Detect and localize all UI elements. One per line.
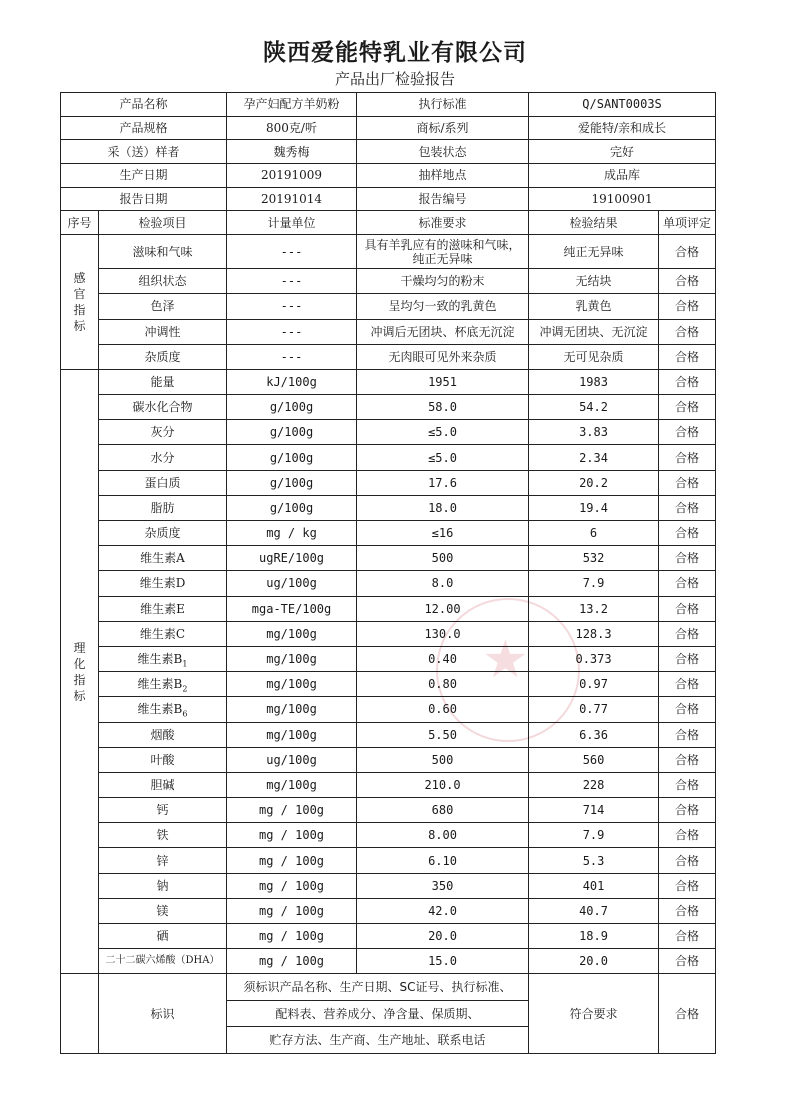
table-row — [61, 722, 716, 747]
item-name: 钠 — [156, 878, 169, 893]
info-value: 孕产妇配方羊奶粉 — [227, 93, 357, 117]
item-cell — [99, 621, 227, 646]
unit-cell: mg / 100g — [227, 949, 357, 974]
item-name: 能量 — [150, 374, 175, 389]
result-cell: 无结块 — [529, 269, 659, 294]
info-value: 20191009 — [227, 164, 357, 188]
item-name: 维生素B — [137, 652, 183, 667]
verdict-cell: 合格 — [659, 848, 716, 873]
item-name: 铁 — [156, 828, 169, 843]
standard-cell: 20.0 — [357, 924, 529, 949]
verdict-cell: 合格 — [659, 294, 716, 319]
item-cell — [99, 395, 227, 420]
unit-cell: --- — [227, 269, 357, 294]
standard-cell: 18.0 — [357, 495, 529, 520]
info-row — [61, 140, 716, 164]
unit-cell: ug/100g — [227, 747, 357, 772]
column-header-unit: 计量单位 — [227, 211, 357, 235]
table-row — [61, 395, 716, 420]
item-cell — [99, 646, 227, 671]
info-value: 20191014 — [227, 187, 357, 211]
item-name: 锌 — [156, 853, 169, 868]
info-row — [61, 187, 716, 211]
standard-cell: 210.0 — [357, 772, 529, 797]
verdict-cell: 合格 — [659, 697, 716, 722]
info-label: 执行标准 — [357, 93, 529, 117]
company-name: 陕西爱能特乳业有限公司 — [263, 40, 527, 66]
table-row — [61, 646, 716, 671]
unit-cell: mg/100g — [227, 621, 357, 646]
info-label: 产品名称 — [61, 93, 227, 117]
unit-cell: mg/100g — [227, 722, 357, 747]
item-cell — [99, 772, 227, 797]
item-name: 烟酸 — [150, 727, 175, 742]
unit-cell: ugRE/100g — [227, 546, 357, 571]
standard-cell: 具有羊乳应有的滋味和气味，纯正无异味 — [357, 235, 529, 269]
unit-cell: g/100g — [227, 470, 357, 495]
result-cell: 560 — [529, 747, 659, 772]
verdict-cell: 合格 — [659, 546, 716, 571]
verdict-cell: 合格 — [659, 395, 716, 420]
item-name: 维生素C — [139, 626, 186, 641]
table-row — [61, 495, 716, 520]
labeling-no-cell — [61, 974, 99, 1054]
table-row — [61, 319, 716, 344]
item-name: 维生素E — [140, 601, 185, 616]
standard-cell: 12.00 — [357, 596, 529, 621]
result-cell: 19.4 — [529, 495, 659, 520]
result-cell: 228 — [529, 772, 659, 797]
item-name: 钙 — [156, 803, 169, 818]
physchem-category — [61, 369, 99, 974]
unit-cell: ug/100g — [227, 571, 357, 596]
item-subscript: 2 — [182, 684, 188, 694]
table-row — [61, 269, 716, 294]
item-name: 水分 — [150, 450, 175, 465]
result-cell: 7.9 — [529, 823, 659, 848]
labeling-requirement-line: 须标识产品名称、生产日期、SC证号、执行标准、 — [227, 974, 529, 1001]
result-cell: 128.3 — [529, 621, 659, 646]
verdict-cell: 合格 — [659, 269, 716, 294]
result-cell: 0.373 — [529, 646, 659, 671]
verdict-cell: 合格 — [659, 495, 716, 520]
unit-cell: mg / 100g — [227, 898, 357, 923]
item-name: 维生素D — [139, 576, 186, 591]
standard-cell: ≤5.0 — [357, 445, 529, 470]
standard-cell: 6.10 — [357, 848, 529, 873]
info-label: 抽样地点 — [357, 164, 529, 188]
info-value: 魏秀梅 — [227, 140, 357, 164]
info-row — [61, 164, 716, 188]
unit-cell: g/100g — [227, 420, 357, 445]
verdict-cell: 合格 — [659, 571, 716, 596]
info-value: 完好 — [529, 140, 716, 164]
unit-cell: kJ/100g — [227, 369, 357, 394]
unit-cell: g/100g — [227, 495, 357, 520]
item-cell — [99, 445, 227, 470]
info-label: 报告日期 — [61, 187, 227, 211]
item-cell — [99, 672, 227, 697]
verdict-cell: 合格 — [659, 596, 716, 621]
verdict-cell: 合格 — [659, 798, 716, 823]
result-cell: 18.9 — [529, 924, 659, 949]
inspection-report-table — [60, 92, 716, 1054]
labeling-result: 符合要求 — [529, 974, 659, 1054]
unit-cell: --- — [227, 294, 357, 319]
unit-cell: mg / 100g — [227, 848, 357, 873]
item-name: 二十二碳六烯酸（DHA） — [105, 955, 220, 967]
table-row — [61, 873, 716, 898]
result-cell: 2.34 — [529, 445, 659, 470]
standard-cell: 350 — [357, 873, 529, 898]
item-name: 杂质度 — [144, 349, 181, 364]
item-cell — [99, 898, 227, 923]
standard-cell: 500 — [357, 747, 529, 772]
result-cell: 532 — [529, 546, 659, 571]
labeling-requirement-line: 配料表、营养成分、净含量、保质期、 — [227, 1000, 529, 1027]
verdict-cell: 合格 — [659, 445, 716, 470]
standard-cell: 0.80 — [357, 672, 529, 697]
standard-cell: 8.00 — [357, 823, 529, 848]
item-subscript: 1 — [182, 659, 188, 669]
standard-cell: 8.0 — [357, 571, 529, 596]
column-header-result: 检验结果 — [529, 211, 659, 235]
column-header-no: 序号 — [61, 211, 99, 235]
item-cell — [99, 546, 227, 571]
table-row — [61, 369, 716, 394]
report-title: 产品出厂检验报告 — [334, 70, 455, 88]
result-cell: 40.7 — [529, 898, 659, 923]
result-cell: 纯正无异味 — [529, 235, 659, 269]
item-name: 蛋白质 — [144, 475, 181, 490]
standard-cell: 680 — [357, 798, 529, 823]
verdict-cell: 合格 — [659, 898, 716, 923]
result-cell: 6.36 — [529, 722, 659, 747]
unit-cell: --- — [227, 235, 357, 269]
unit-cell: mg/100g — [227, 697, 357, 722]
standard-cell: 17.6 — [357, 470, 529, 495]
verdict-cell: 合格 — [659, 672, 716, 697]
item-name: 维生素A — [140, 551, 185, 566]
unit-cell: --- — [227, 344, 357, 369]
labeling-item: 标识 — [99, 974, 227, 1054]
table-row — [61, 521, 716, 546]
verdict-cell: 合格 — [659, 521, 716, 546]
info-value: 爱能特/亲和成长 — [529, 116, 716, 140]
item-cell — [99, 571, 227, 596]
result-cell: 0.77 — [529, 697, 659, 722]
result-cell: 无可见杂质 — [529, 344, 659, 369]
result-cell: 7.9 — [529, 571, 659, 596]
unit-cell: mg / 100g — [227, 823, 357, 848]
item-cell — [99, 697, 227, 722]
standard-cell: 130.0 — [357, 621, 529, 646]
standard-cell: 冲调后无团块、杯底无沉淀 — [357, 319, 529, 344]
result-cell: 714 — [529, 798, 659, 823]
item-cell — [99, 848, 227, 873]
standard-cell: 1951 — [357, 369, 529, 394]
item-name: 滋味和气味 — [132, 244, 193, 259]
result-cell: 乳黄色 — [529, 294, 659, 319]
unit-cell: mg/100g — [227, 772, 357, 797]
unit-cell: --- — [227, 319, 357, 344]
table-row — [61, 445, 716, 470]
item-cell — [99, 873, 227, 898]
column-header-item: 检验项目 — [99, 211, 227, 235]
table-row — [61, 235, 716, 269]
item-name: 杂质度 — [144, 526, 181, 541]
table-row — [61, 596, 716, 621]
item-name: 灰分 — [150, 425, 175, 440]
table-row — [61, 294, 716, 319]
table-row — [61, 798, 716, 823]
item-name: 色泽 — [150, 299, 175, 314]
standard-cell: ≤5.0 — [357, 420, 529, 445]
table-row — [61, 420, 716, 445]
unit-cell: mg / 100g — [227, 924, 357, 949]
item-cell — [99, 269, 227, 294]
standard-cell: 15.0 — [357, 949, 529, 974]
verdict-cell: 合格 — [659, 823, 716, 848]
item-name: 脂肪 — [150, 500, 175, 515]
item-name: 镁 — [156, 903, 169, 918]
info-row — [61, 93, 716, 117]
unit-cell: g/100g — [227, 445, 357, 470]
verdict-cell: 合格 — [659, 420, 716, 445]
item-cell — [99, 344, 227, 369]
item-name: 冲调性 — [144, 324, 181, 339]
table-row — [61, 924, 716, 949]
unit-cell: mga-TE/100g — [227, 596, 357, 621]
item-cell — [99, 596, 227, 621]
verdict-cell: 合格 — [659, 924, 716, 949]
table-row — [61, 848, 716, 873]
standard-cell: 42.0 — [357, 898, 529, 923]
info-value: 800克/听 — [227, 116, 357, 140]
verdict-cell: 合格 — [659, 344, 716, 369]
result-cell: 3.83 — [529, 420, 659, 445]
standard-cell: 0.40 — [357, 646, 529, 671]
column-header-row — [61, 211, 716, 235]
item-cell — [99, 319, 227, 344]
result-cell: 6 — [529, 521, 659, 546]
column-header-standard: 标准要求 — [357, 211, 529, 235]
standard-cell: 呈均匀一致的乳黄色 — [357, 294, 529, 319]
verdict-cell: 合格 — [659, 772, 716, 797]
info-value: 19100901 — [529, 187, 716, 211]
item-name: 碳水化合物 — [132, 400, 193, 415]
result-cell: 冲调无团块、无沉淀 — [529, 319, 659, 344]
table-row — [61, 546, 716, 571]
item-cell — [99, 235, 227, 269]
unit-cell: g/100g — [227, 395, 357, 420]
item-name: 维生素B — [137, 702, 183, 717]
result-cell: 20.0 — [529, 949, 659, 974]
table-row — [61, 747, 716, 772]
item-cell — [99, 747, 227, 772]
verdict-cell: 合格 — [659, 235, 716, 269]
item-subscript: 6 — [182, 709, 188, 719]
result-cell: 5.3 — [529, 848, 659, 873]
table-row — [61, 898, 716, 923]
info-label: 产品规格 — [61, 116, 227, 140]
result-cell: 1983 — [529, 369, 659, 394]
standard-cell: 58.0 — [357, 395, 529, 420]
item-name: 硒 — [156, 929, 169, 944]
table-row — [61, 344, 716, 369]
info-label: 采（送）样者 — [61, 140, 227, 164]
unit-cell: mg/100g — [227, 646, 357, 671]
item-cell — [99, 420, 227, 445]
info-label: 报告编号 — [357, 187, 529, 211]
item-cell — [99, 924, 227, 949]
info-label: 生产日期 — [61, 164, 227, 188]
result-cell: 0.97 — [529, 672, 659, 697]
unit-cell: mg / kg — [227, 521, 357, 546]
item-cell — [99, 949, 227, 974]
verdict-cell: 合格 — [659, 470, 716, 495]
item-cell — [99, 495, 227, 520]
result-cell: 401 — [529, 873, 659, 898]
column-header-verdict: 单项评定 — [659, 211, 716, 235]
table-row — [61, 571, 716, 596]
info-label: 商标/系列 — [357, 116, 529, 140]
verdict-cell: 合格 — [659, 949, 716, 974]
table-row — [61, 470, 716, 495]
item-cell — [99, 294, 227, 319]
labeling-row — [61, 974, 716, 1001]
verdict-cell: 合格 — [659, 621, 716, 646]
standard-cell: 干燥均匀的粉末 — [357, 269, 529, 294]
info-row — [61, 116, 716, 140]
verdict-cell: 合格 — [659, 369, 716, 394]
unit-cell: mg/100g — [227, 672, 357, 697]
verdict-cell: 合格 — [659, 646, 716, 671]
standard-cell: 无肉眼可见外来杂质 — [357, 344, 529, 369]
item-name: 组织状态 — [138, 274, 187, 289]
result-cell: 54.2 — [529, 395, 659, 420]
category-label: 感官指标 — [73, 271, 86, 333]
standard-cell: 5.50 — [357, 722, 529, 747]
verdict-cell: 合格 — [659, 319, 716, 344]
sensory-category — [61, 235, 99, 370]
table-row — [61, 672, 716, 697]
item-cell — [99, 722, 227, 747]
table-row — [61, 697, 716, 722]
item-name: 叶酸 — [150, 752, 175, 767]
item-cell — [99, 521, 227, 546]
info-value: 成品库 — [529, 164, 716, 188]
info-label: 包装状态 — [357, 140, 529, 164]
labeling-verdict: 合格 — [659, 974, 716, 1054]
table-row — [61, 823, 716, 848]
table-row — [61, 621, 716, 646]
result-cell: 20.2 — [529, 470, 659, 495]
standard-cell: ≤16 — [357, 521, 529, 546]
table-row — [61, 772, 716, 797]
result-cell: 13.2 — [529, 596, 659, 621]
table-row — [61, 949, 716, 974]
unit-cell: mg / 100g — [227, 798, 357, 823]
item-cell — [99, 798, 227, 823]
verdict-cell: 合格 — [659, 722, 716, 747]
item-name: 胆碱 — [150, 777, 175, 792]
verdict-cell: 合格 — [659, 873, 716, 898]
item-cell — [99, 823, 227, 848]
unit-cell: mg / 100g — [227, 873, 357, 898]
category-label: 理化指标 — [73, 640, 86, 703]
info-value: Q/SANT0003S — [529, 93, 716, 117]
standard-cell: 0.60 — [357, 697, 529, 722]
standard-cell: 500 — [357, 546, 529, 571]
item-cell — [99, 470, 227, 495]
item-name: 维生素B — [137, 677, 183, 692]
labeling-requirement-line: 贮存方法、生产商、生产地址、联系电话 — [227, 1027, 529, 1054]
verdict-cell: 合格 — [659, 747, 716, 772]
item-cell — [99, 369, 227, 394]
